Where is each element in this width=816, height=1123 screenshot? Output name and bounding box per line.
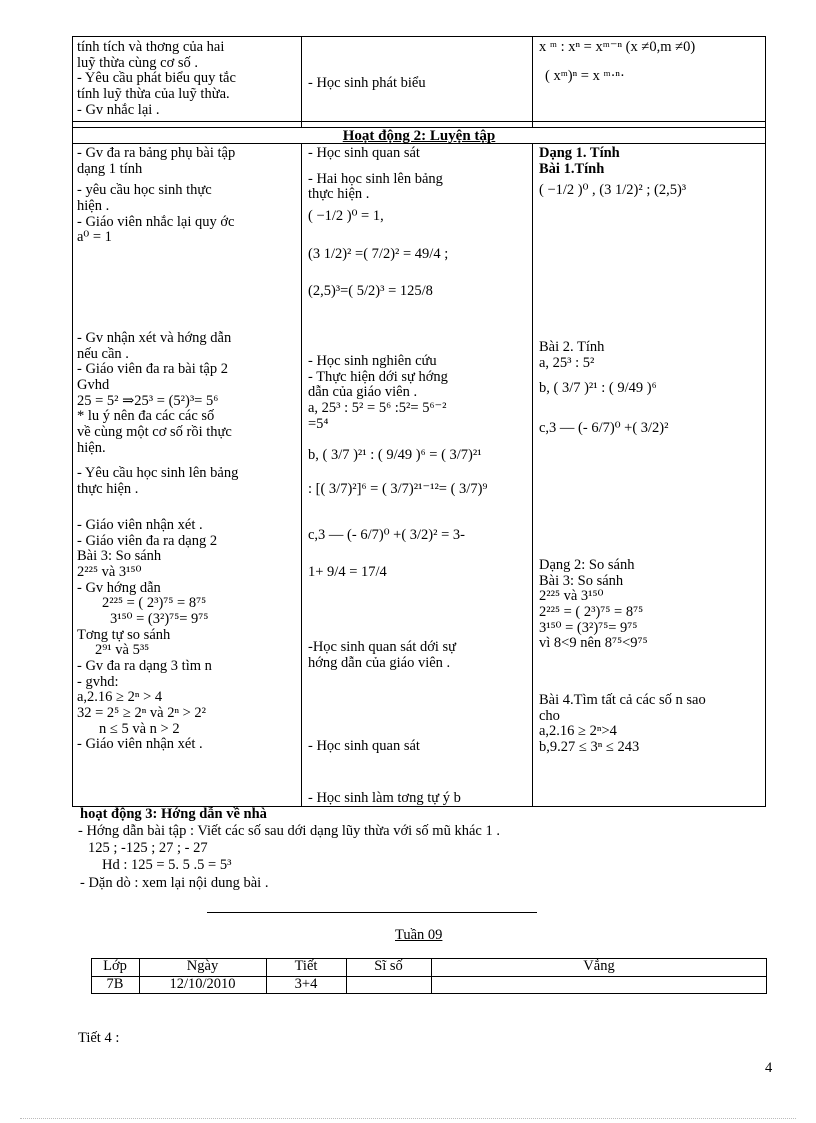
student-column-c [308, 640, 456, 671]
dang2-title: Dạng 2: So sánh [539, 557, 635, 573]
teacher-line: về cùng một cơ số rồi thực [77, 423, 232, 440]
bai4-b: b,9.27 ≤ 3ⁿ ≤ 243 [539, 738, 640, 755]
bai1-title: Bài 1.Tính [539, 160, 605, 177]
teacher-line: - Giáo viên nhận xét . [77, 517, 203, 533]
teacher-column [77, 146, 235, 246]
attendance-table [91, 958, 767, 994]
student-result-1: ( −1/2 )⁰ = 1, [308, 207, 384, 224]
row1-teacher-line: luỹ thừa cùng cơ số . [77, 54, 199, 71]
teacher-line: 2⁹¹ và 5³⁵ [95, 642, 150, 659]
row1-teacher-line: tính luỹ thừa của luỹ thừa. [77, 85, 230, 102]
student-line: - Học sinh quan sát [308, 738, 420, 754]
bai3-line: vì 8<9 nên 8⁷⁵<9⁷⁵ [539, 635, 648, 652]
teacher-line: Bài 3: So sánh [77, 548, 162, 565]
activity3-line: Hd : 125 = 5. 5 .5 = 5³ [102, 857, 232, 873]
teacher-line: - gvhd: [77, 673, 119, 690]
teacher-line: - Yêu cầu học sinh lên bảng [77, 465, 239, 481]
bai3-line: 3¹⁵⁰ = (3²)⁷⁵= 9⁷⁵ [539, 619, 638, 636]
separator [207, 912, 537, 913]
teacher-line: thực hiện . [77, 480, 139, 497]
division-rule: x ᵐ : xⁿ = xᵐ⁻ⁿ (x ≠0,m ≠0) [539, 39, 696, 55]
row1-teacher-line: - Yêu cầu phát biểu quy tắc [77, 70, 236, 87]
teacher-line: - Giáo viên nhắc lại quy ớc [77, 213, 235, 230]
student-line: - Học sinh nghiên cứu [308, 353, 437, 369]
row1-student-text: - Học sinh phát biểu [308, 75, 426, 91]
content-column [539, 146, 686, 199]
student-line: - Học sinh quan sát [308, 145, 420, 161]
row1-teacher-line: tính tích và thơng của hai [77, 39, 225, 55]
teacher-line: n ≤ 5 và n > 2 [99, 720, 180, 737]
header-period: Tiết [294, 958, 318, 974]
week-label: Tuần 09 [395, 927, 443, 943]
bai1-expression: ( −1/2 )⁰ , (3 1/2)² ; (2,5)³ [539, 182, 687, 199]
student-line: b, ( 3/7 )²¹ : ( 9/49 )⁶ = ( 3/7)²¹ [308, 447, 482, 464]
dang1-title: Dạng 1. Tính [539, 145, 620, 161]
teacher-line: 2²²⁵ = ( 2³)⁷⁵ = 8⁷⁵ [102, 595, 207, 612]
teacher-column-c [77, 466, 238, 497]
activity3-line: 125 ; -125 ; 27 ; - 27 [88, 840, 208, 856]
teacher-line: 25 = 5² ⇒25³ = (5²)³= 5⁶ [77, 392, 219, 409]
page-bottom-border [20, 1118, 796, 1119]
teacher-line: - Giáo viên nhận xét . [77, 736, 203, 753]
student-line: 1+ 9/4 = 17/4 [308, 564, 387, 581]
row1-content-cell [539, 40, 695, 84]
page-number: 4 [765, 1060, 773, 1076]
teacher-line: - yêu cầu học sinh thực [77, 182, 212, 199]
teacher-line: - Gv đa ra bảng phụ bài tập [77, 145, 236, 161]
bai4-title: Bài 4.Tìm tất cả các số n sao [539, 692, 706, 708]
lesson-label: Tiết 4 : [78, 1030, 120, 1046]
teacher-column-b [77, 331, 232, 456]
teacher-line: - Gv đa ra dạng 3 tìm n [77, 657, 212, 674]
student-line: c,3 — (- 6/7)⁰ +( 3/2)² = 3- [308, 526, 465, 543]
bai3-line: 2²²⁵ = ( 2³)⁷⁵ = 8⁷⁵ [539, 603, 644, 620]
row1-teacher-cell [77, 40, 236, 118]
content-column-d [539, 693, 706, 756]
student-observe-2 [308, 739, 420, 755]
power-of-power-rule: ( xᵐ)ⁿ = x ᵐ·ⁿ· [545, 67, 625, 84]
teacher-line: 2²²⁵ và 3¹⁵⁰ [77, 563, 142, 580]
bai3-line: 2²²⁵ và 3¹⁵⁰ [539, 588, 604, 605]
teacher-line: 3¹⁵⁰ = (3²)⁷⁵= 9⁷⁵ [110, 610, 209, 627]
teacher-column-d [77, 518, 217, 753]
row1-student-cell [308, 76, 426, 92]
lesson-table [72, 36, 766, 807]
bai2-c: c,3 — (- 6/7)⁰ +( 3/2)² [539, 419, 669, 436]
bai2-a: a, 25³ : 5² [539, 354, 595, 371]
student-line: a, 25³ : 5² = 5⁶ :5²= 5⁶⁻² [308, 399, 447, 416]
teacher-line: dạng 1 tính [77, 160, 143, 177]
teacher-line: hiện . [77, 197, 110, 214]
teacher-line: 32 = 2⁵ ≥ 2ⁿ và 2ⁿ > 2² [77, 704, 207, 721]
cell-date: 12/10/2010 [169, 976, 236, 992]
teacher-line: nếu cần . [77, 345, 129, 362]
student-result-2: (3 1/2)² =( 7/2)² = 49/4 ; [308, 245, 449, 262]
student-analog [308, 791, 461, 807]
bai4-title: cho [539, 707, 560, 724]
student-column [308, 146, 448, 300]
teacher-line: - Gv hớng dẫn [77, 579, 161, 596]
activity3-heading: hoạt động 3: Hớng dẫn về nhà [80, 806, 267, 822]
teacher-line: * lu ý nên đa các các số [77, 408, 215, 425]
header-date: Ngày [186, 958, 219, 974]
student-line: - Học sinh làm tơng tự ý b [308, 790, 461, 806]
student-line: dẫn của giáo viên . [308, 384, 418, 401]
teacher-line: - Giáo viên đa ra dạng 2 [77, 532, 218, 549]
content-column-c [539, 558, 648, 652]
activity3-line: - Dặn dò : xem lại nội dung bài . [80, 875, 269, 891]
bai2-title: Bài 2. Tính [539, 339, 605, 355]
bai2-b: b, ( 3/7 )²¹ : ( 9/49 )⁶ [539, 380, 657, 397]
activity3-line: - Hớng dẫn bài tập : Viết các số sau dới dạng lũy thừa với số mũ khác 1 . [78, 823, 500, 839]
student-column-b [308, 354, 487, 581]
student-result-3: (2,5)³=( 5/2)³ = 125/8 [308, 283, 433, 300]
student-line: : [( 3/7)²]⁶ = ( 3/7)²¹⁻¹²= ( 3/7)⁹ [308, 480, 488, 497]
teacher-line: Tơng tự so sánh [77, 626, 171, 643]
student-line: - Thực hiện dới sự hớng [308, 368, 448, 385]
teacher-line: Gvhd [77, 376, 110, 393]
student-line: hớng dẫn của giáo viên . [308, 654, 451, 671]
bai3-title: Bài 3: So sánh [539, 572, 624, 589]
bai4-a: a,2.16 ≥ 2ⁿ>4 [539, 723, 617, 740]
teacher-line: a,2.16 ≥ 2ⁿ > 4 [77, 689, 163, 706]
teacher-line: - Gv nhận xét và hớng dẫn [77, 330, 232, 346]
teacher-line: hiện. [77, 439, 106, 456]
student-line: =5⁴ [308, 415, 329, 432]
activity2-heading: Hoạt động 2: Luyện tập [342, 128, 496, 144]
teacher-line: a⁰ = 1 [77, 229, 112, 246]
header-absent: Vắng [583, 958, 615, 974]
cell-class: 7B [106, 976, 124, 992]
header-class: Lớp [103, 958, 127, 974]
student-line: thực hiện . [308, 186, 370, 203]
student-line: -Học sinh quan sát dới sự [308, 639, 457, 655]
teacher-line: - Giáo viên đa ra bài tập 2 [77, 361, 228, 378]
student-line: - Hai học sinh lên bảng [308, 170, 443, 187]
row1-teacher-line: - Gv nhắc lại . [77, 101, 160, 118]
content-column-b [539, 340, 668, 437]
cell-period: 3+4 [294, 976, 318, 992]
header-count: Sĩ số [374, 958, 403, 974]
